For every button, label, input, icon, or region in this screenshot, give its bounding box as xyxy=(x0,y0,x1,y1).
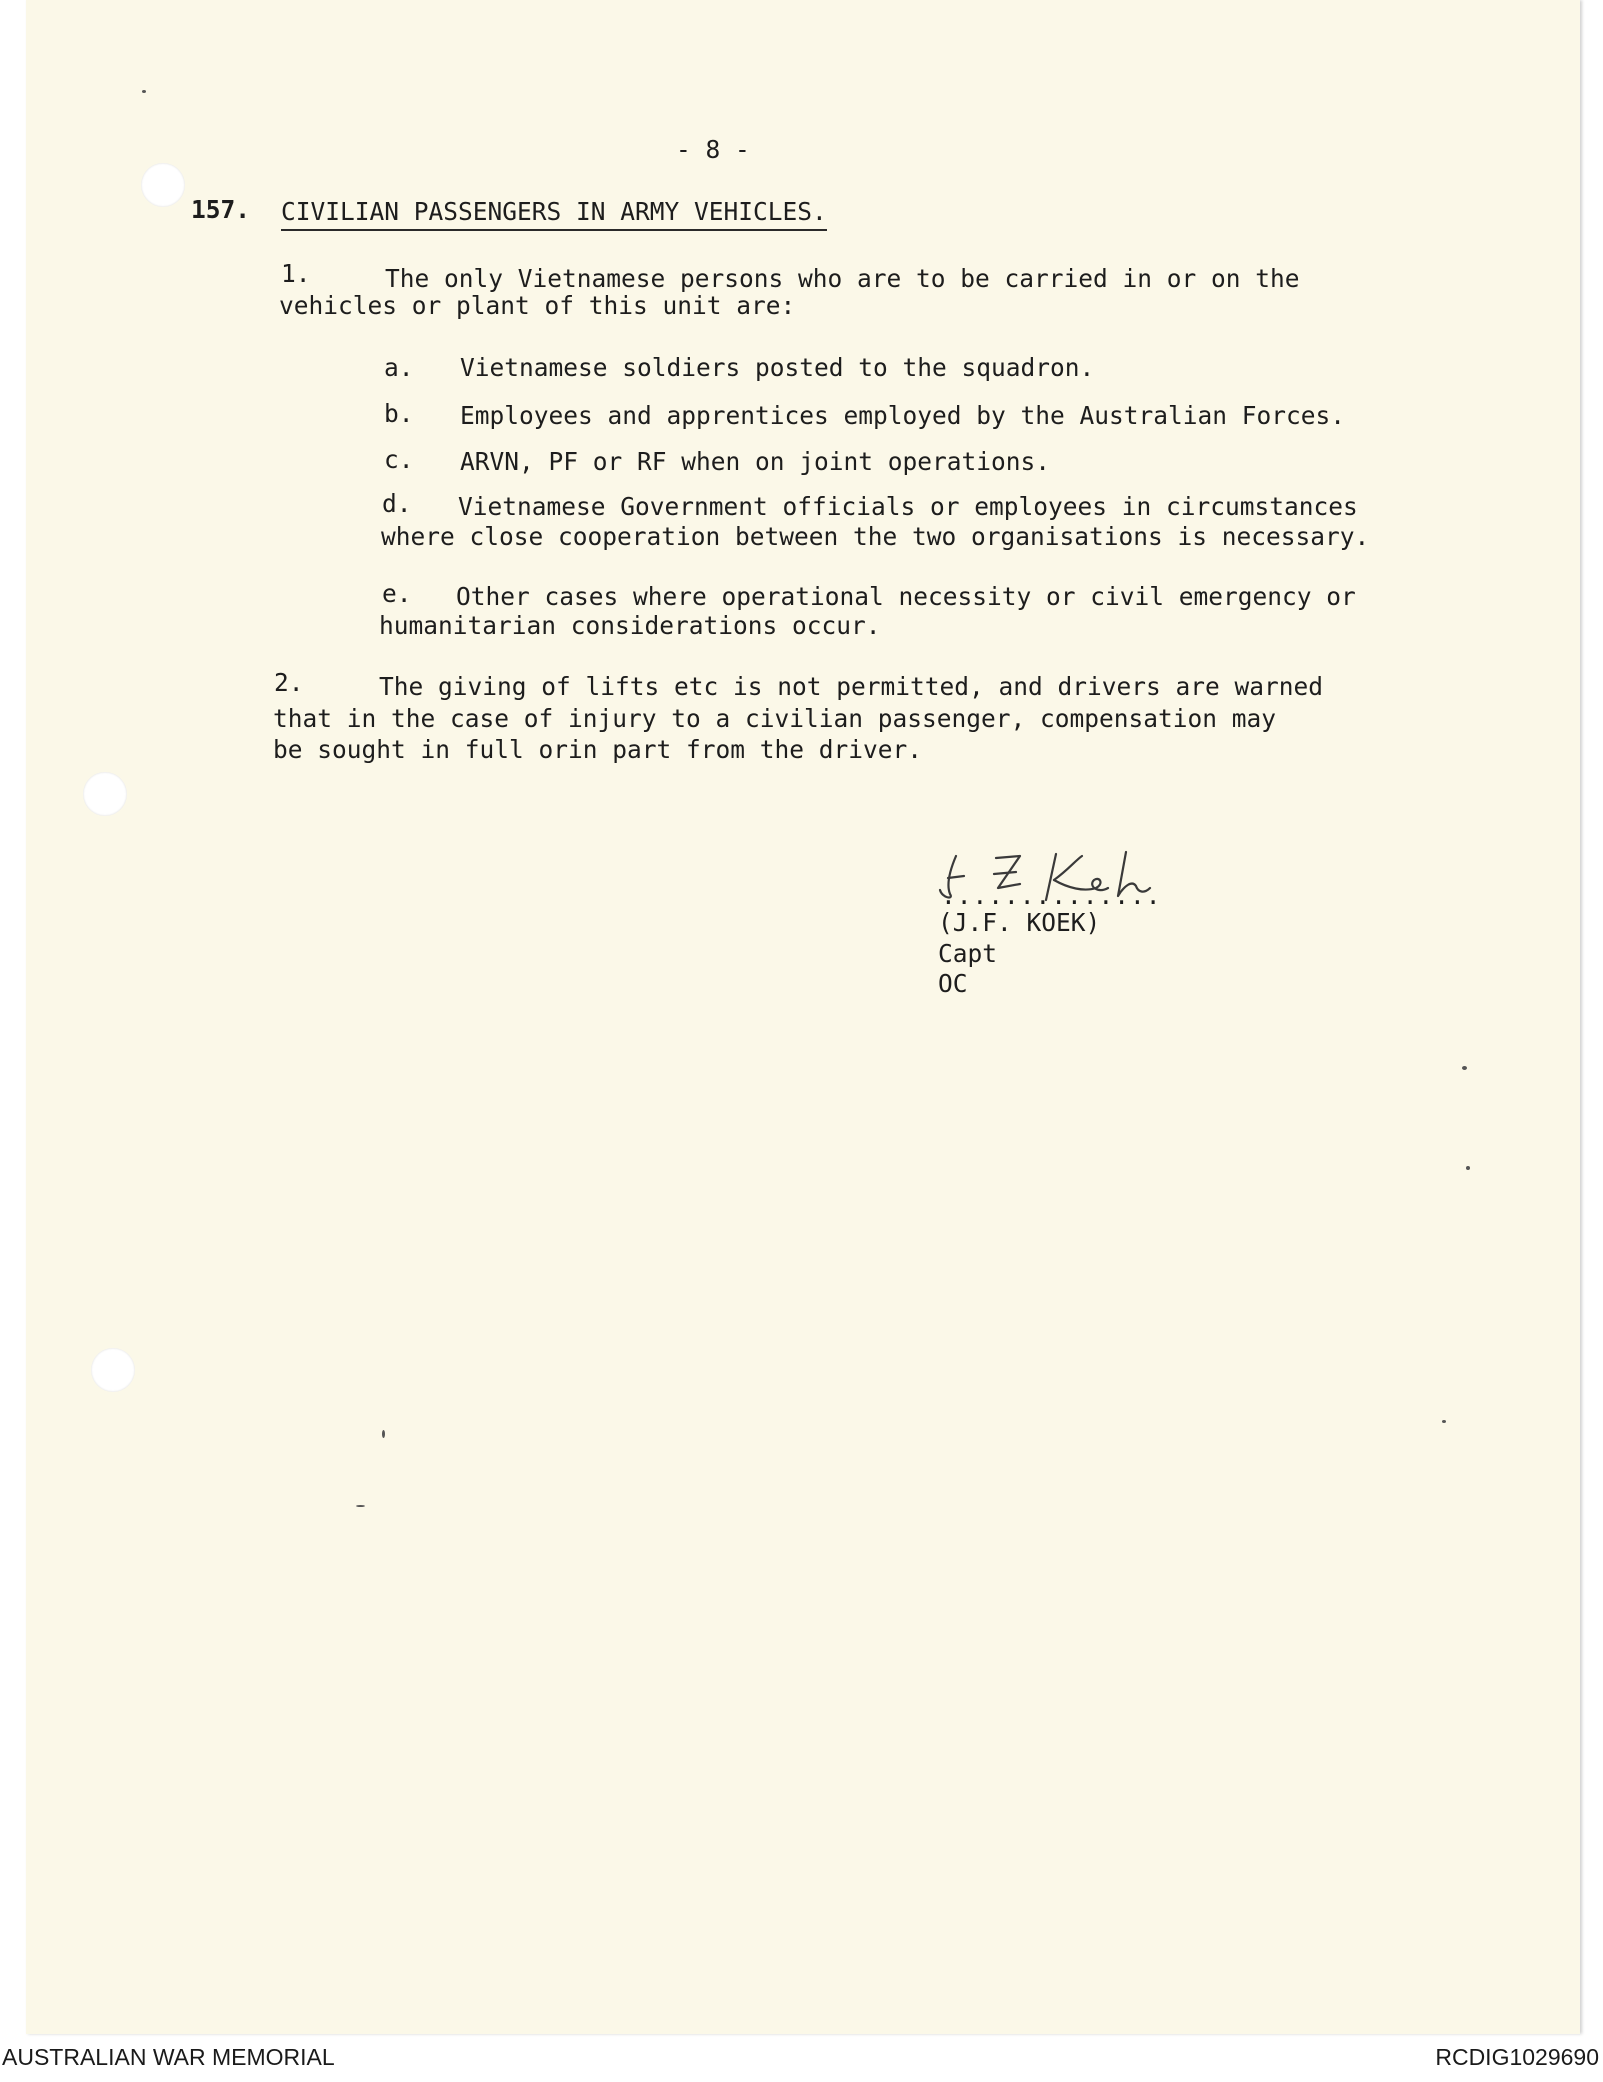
paragraph-2-number: 2. xyxy=(274,668,304,697)
punch-hole-top xyxy=(141,163,185,207)
list-item-letter: c. xyxy=(384,445,414,474)
paragraph-1-line-1: The only Vietnamese persons who are to be carried in or on the xyxy=(385,264,1300,293)
punch-hole-bottom xyxy=(91,1348,135,1392)
paper-speck xyxy=(1462,1066,1467,1070)
paper-speck xyxy=(356,1505,365,1507)
paper-speck xyxy=(142,90,146,93)
paragraph-2-line-1: The giving of lifts etc is not permitted, and drivers are warned xyxy=(379,672,1324,701)
signatory-role: OC xyxy=(938,969,968,998)
paper-speck xyxy=(1466,1166,1470,1170)
footer-institution: AUSTRALIAN WAR MEMORIAL xyxy=(2,2044,335,2070)
section-number: 157. xyxy=(191,195,251,224)
paragraph-1-line-2: vehicles or plant of this unit are: xyxy=(279,291,796,320)
paragraph-1-number: 1. xyxy=(281,259,311,288)
document-page xyxy=(26,0,1580,2034)
list-item-text: where close cooperation between the two organisations is necessary. xyxy=(381,522,1370,551)
page-number: - 8 - xyxy=(676,135,750,164)
signatory-rank: Capt xyxy=(938,939,998,968)
list-item-text: Employees and apprentices employed by the Australian Forces. xyxy=(460,401,1346,430)
signatory-name: (J.F. KOEK) xyxy=(938,908,1101,937)
paper-speck xyxy=(1442,1420,1446,1423)
paragraph-2-line-2: that in the case of injury to a civilian passenger, compensation may xyxy=(273,704,1277,733)
list-item-text: Other cases where operational necessity or civil emergency or xyxy=(456,582,1356,611)
signature-dotted-line: .............. xyxy=(941,881,1162,910)
paragraph-2-line-3: be sought in full orin part from the driver. xyxy=(273,735,923,764)
list-item-letter: d. xyxy=(382,489,412,518)
list-item-text: ARVN, PF or RF when on joint operations. xyxy=(460,447,1051,476)
list-item-letter: e. xyxy=(382,579,412,608)
section-title: CIVILIAN PASSENGERS IN ARMY VEHICLES. xyxy=(281,196,827,231)
list-item-text: Vietnamese soldiers posted to the squadron. xyxy=(460,353,1095,382)
list-item-text: Vietnamese Government officials or employees in circumstances xyxy=(458,492,1358,521)
list-item-text: humanitarian considerations occur. xyxy=(379,611,881,640)
list-item-letter: a. xyxy=(384,353,414,382)
list-item-letter: b. xyxy=(384,399,414,428)
footer-record-id: RCDIG1029690 xyxy=(1435,2044,1599,2070)
paper-speck xyxy=(382,1430,385,1438)
punch-hole-middle xyxy=(83,772,127,816)
